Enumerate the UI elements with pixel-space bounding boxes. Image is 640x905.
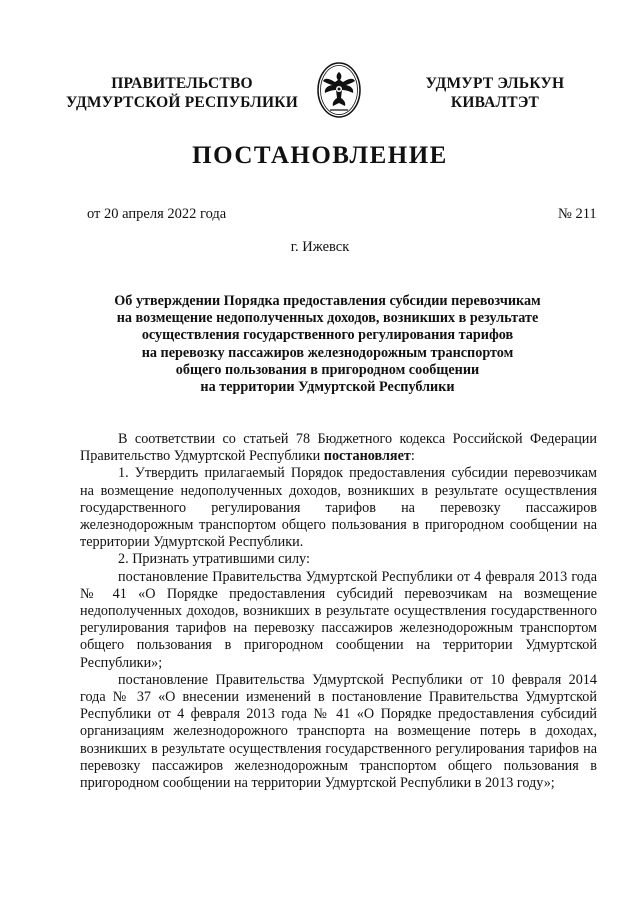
- preamble-paragraph: [80, 431, 597, 465]
- government-name-line1: ПРАВИТЕЛЬСТВО: [111, 75, 253, 92]
- document-subject: [80, 293, 575, 396]
- document-title: ПОСТАНОВЛЕНИЕ: [192, 142, 448, 169]
- repealed-act-1: постановление Правительства Удмуртской Республики от 4 февраля 2013 года № 41 «О Порядке предоставления субсидий перевозчикам на возмещение недополученных доходов, возникших в результате осуществления государственного регулирования тарифов на перевозку пассажиров железнодорожным транспортом общего пользования в пригородном сообщении на территории Удмуртской Республики»;: [80, 568, 597, 671]
- subject-line: осуществления государственного регулирования тарифов: [141, 327, 514, 344]
- preamble-text: В соответствии со статьей 78 Бюджетного кодекса Российской Федерации Правительство Удмуртской Республики: [80, 431, 597, 465]
- preamble-end: :: [410, 448, 415, 465]
- subject-line: на территории Удмуртской Республики: [200, 379, 455, 396]
- subject-line: на возмещение недополученных доходов, возникших в результате: [116, 310, 539, 327]
- subject-line: Об утверждении Порядка предоставления субсидии перевозчикам: [114, 293, 541, 309]
- document-date: от 20 апреля 2022 года: [87, 206, 227, 222]
- document-city: г. Ижевск: [290, 239, 350, 255]
- document-body: [80, 431, 597, 792]
- government-name-udmurt: [395, 74, 595, 112]
- government-name-line2: УДМУРТСКОЙ РЕСПУБЛИКИ: [66, 94, 298, 111]
- government-name-udmurt-line2: КИВАЛТЭТ: [450, 94, 540, 111]
- government-name-udmurt-line1: УДМУРТ ЭЛЬКУН: [425, 75, 565, 92]
- document-number: № 211: [558, 206, 597, 222]
- item-2-paragraph: 2. Признать утратившими силу:: [118, 551, 310, 568]
- government-name-russian: [62, 74, 302, 112]
- preamble-bold-word: постановляет: [323, 448, 411, 465]
- repealed-act-2: постановление Правительства Удмуртской Республики от 10 февраля 2014 года № 37 «О внесении изменений в постановление Правительства Удмуртской Республики от 4 февраля 2013 года № 41 «О Порядке предоставления субсидий организациям железнодорожного транспорта на возмещение потерь в доходах, возникших в результате осуществления государственного регулирования тарифов на перевозку пассажиров железнодорожным транспортом общего пользования в пригородном сообщении на территории Удмуртской Республики в 2013 году»;: [80, 671, 597, 792]
- subject-line: на перевозку пассажиров железнодорожным транспортом: [141, 344, 514, 361]
- subject-line: общего пользования в пригородном сообщении: [175, 361, 480, 378]
- coat-of-arms-icon: [316, 60, 362, 120]
- item-1-paragraph: 1. Утвердить прилагаемый Порядок предоставления субсидии перевозчикам на возмещение недополученных доходов, возникших в результате осуществления государственного регулирования тарифов на перевозку пассажиров железнодорожным транспортом общего пользования в пригородном сообщении на территории Удмуртской Республики.: [80, 465, 597, 551]
